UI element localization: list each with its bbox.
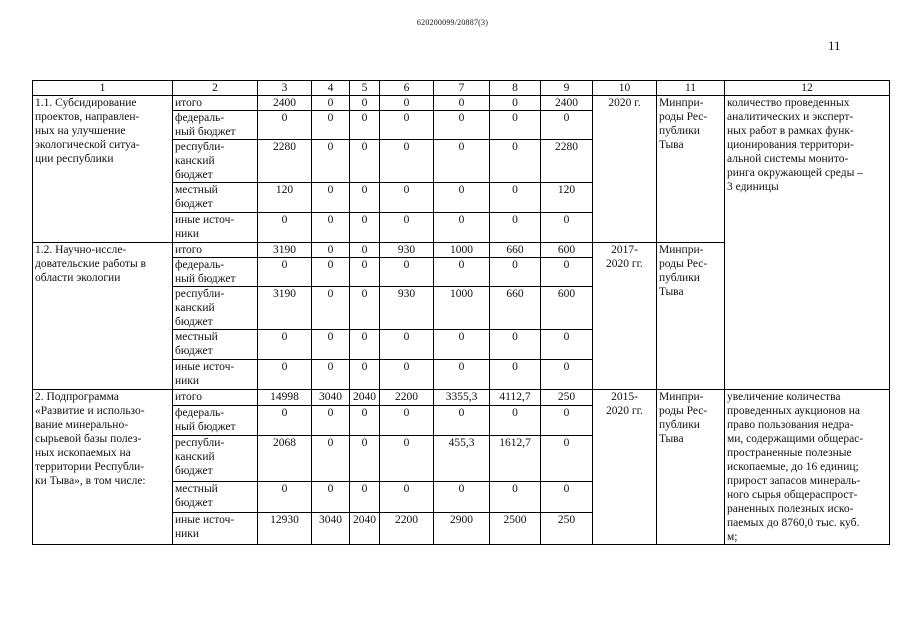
amount-cell: 120: [541, 183, 593, 213]
amount-cell: 0: [490, 140, 541, 183]
column-header: 3: [258, 81, 312, 96]
amount-cell: 0: [380, 360, 434, 390]
amount-cell: 3355,3: [434, 390, 490, 406]
amount-cell: 0: [541, 360, 593, 390]
amount-cell: 0: [434, 96, 490, 111]
amount-cell: 0: [350, 183, 380, 213]
amount-cell: 0: [541, 330, 593, 360]
amount-cell: 660: [490, 243, 541, 258]
amount-cell: 0: [380, 140, 434, 183]
amount-cell: 0: [490, 405, 541, 436]
amount-cell: 455,3: [434, 436, 490, 481]
amount-cell: 0: [380, 213, 434, 243]
funding-source-cell: иные источ- ники: [173, 213, 258, 243]
amount-cell: 0: [434, 360, 490, 390]
amount-cell: 0: [350, 436, 380, 481]
amount-cell: 0: [258, 213, 312, 243]
amount-cell: 0: [258, 111, 312, 140]
funding-source-cell: иные источ- ники: [173, 360, 258, 390]
amount-cell: 0: [541, 213, 593, 243]
amount-cell: 0: [490, 96, 541, 111]
amount-cell: 0: [541, 258, 593, 287]
column-header: 9: [541, 81, 593, 96]
amount-cell: 0: [490, 213, 541, 243]
amount-cell: 0: [490, 330, 541, 360]
funding-source-cell: иные источ- ники: [173, 513, 258, 545]
column-header: 6: [380, 81, 434, 96]
column-header: 1: [33, 81, 173, 96]
amount-cell: 250: [541, 390, 593, 406]
funding-source-cell: местный бюджет: [173, 330, 258, 360]
amount-cell: 0: [541, 405, 593, 436]
amount-cell: 0: [380, 405, 434, 436]
amount-cell: 0: [490, 360, 541, 390]
funding-source-cell: федераль- ный бюджет: [173, 405, 258, 436]
amount-cell: 0: [258, 405, 312, 436]
column-header: 2: [173, 81, 258, 96]
amount-cell: 0: [541, 111, 593, 140]
amount-cell: 0: [312, 111, 350, 140]
amount-cell: 0: [434, 405, 490, 436]
amount-cell: 2280: [258, 140, 312, 183]
activity-name-cell: 1.1. Субсидирование проектов, направлен- ных на улучшение экологической ситуа- ции республики: [33, 96, 173, 243]
amount-cell: 0: [258, 330, 312, 360]
amount-cell: 2040: [350, 513, 380, 545]
amount-cell: 2200: [380, 390, 434, 406]
amount-cell: 0: [380, 436, 434, 481]
amount-cell: 14998: [258, 390, 312, 406]
amount-cell: 0: [380, 330, 434, 360]
amount-cell: 0: [434, 183, 490, 213]
amount-cell: 0: [350, 405, 380, 436]
amount-cell: 0: [350, 213, 380, 243]
amount-cell: 0: [350, 243, 380, 258]
amount-cell: 1612,7: [490, 436, 541, 481]
amount-cell: 2280: [541, 140, 593, 183]
funding-source-cell: республи- канский бюджет: [173, 287, 258, 330]
column-header: 11: [657, 81, 725, 96]
amount-cell: 0: [350, 111, 380, 140]
amount-cell: 0: [434, 330, 490, 360]
funding-source-cell: республи- канский бюджет: [173, 140, 258, 183]
amount-cell: 0: [312, 258, 350, 287]
amount-cell: 0: [312, 183, 350, 213]
amount-cell: 4112,7: [490, 390, 541, 406]
amount-cell: 3190: [258, 287, 312, 330]
amount-cell: 3040: [312, 513, 350, 545]
period-cell: 2020 г.: [593, 96, 657, 243]
column-header: 7: [434, 81, 490, 96]
amount-cell: 120: [258, 183, 312, 213]
funding-source-cell: местный бюджет: [173, 481, 258, 513]
amount-cell: 1000: [434, 287, 490, 330]
amount-cell: 0: [258, 258, 312, 287]
result-cell: увеличение количества проведенных аукционов на право пользования недра- ми, содержащими общерас- пространенные полезные ископаемые, до 16 единиц; прирост запасов минераль- ного сырья общераспрост- раненных полезных иско- паемых до 8760,0 тыс. куб. м;: [725, 390, 890, 545]
amount-cell: 0: [434, 481, 490, 513]
amount-cell: 3190: [258, 243, 312, 258]
funding-source-cell: федераль- ный бюджет: [173, 111, 258, 140]
amount-cell: 0: [350, 330, 380, 360]
funding-source-cell: итого: [173, 390, 258, 406]
amount-cell: 0: [490, 183, 541, 213]
amount-cell: 2200: [380, 513, 434, 545]
funding-source-cell: федераль- ный бюджет: [173, 258, 258, 287]
funding-source-cell: местный бюджет: [173, 183, 258, 213]
amount-cell: 600: [541, 287, 593, 330]
amount-cell: 0: [490, 111, 541, 140]
amount-cell: 250: [541, 513, 593, 545]
amount-cell: 0: [312, 213, 350, 243]
amount-cell: 0: [380, 111, 434, 140]
amount-cell: 2400: [541, 96, 593, 111]
table-body: [33, 81, 890, 545]
funding-source-cell: итого: [173, 243, 258, 258]
amount-cell: 0: [312, 360, 350, 390]
amount-cell: 0: [434, 140, 490, 183]
executor-cell: Минпри- роды Рес- публики Тыва: [657, 390, 725, 545]
amount-cell: 0: [490, 258, 541, 287]
amount-cell: 0: [541, 481, 593, 513]
amount-cell: 12930: [258, 513, 312, 545]
column-header: 8: [490, 81, 541, 96]
column-header: 5: [350, 81, 380, 96]
executor-cell: Минпри- роды Рес- публики Тыва: [657, 243, 725, 390]
column-header: 10: [593, 81, 657, 96]
activity-name-cell: 1.2. Научно-иссле- довательские работы в области экологии: [33, 243, 173, 390]
amount-cell: 0: [490, 481, 541, 513]
amount-cell: 0: [350, 287, 380, 330]
amount-cell: 2500: [490, 513, 541, 545]
amount-cell: 0: [434, 111, 490, 140]
amount-cell: 0: [434, 213, 490, 243]
amount-cell: 2900: [434, 513, 490, 545]
document-id: 620200099/20887(3): [416, 18, 489, 27]
amount-cell: 2068: [258, 436, 312, 481]
amount-cell: 0: [380, 258, 434, 287]
header-row: [33, 81, 890, 96]
amount-cell: 660: [490, 287, 541, 330]
amount-cell: 0: [312, 287, 350, 330]
amount-cell: 0: [312, 481, 350, 513]
amount-cell: 0: [434, 258, 490, 287]
period-cell: 2017- 2020 гг.: [593, 243, 657, 390]
amount-cell: 0: [350, 140, 380, 183]
amount-cell: 930: [380, 243, 434, 258]
amount-cell: 930: [380, 287, 434, 330]
amount-cell: 2400: [258, 96, 312, 111]
page-number: 11: [828, 38, 841, 53]
amount-cell: 0: [312, 405, 350, 436]
table-row: [33, 96, 890, 111]
amount-cell: 3040: [312, 390, 350, 406]
amount-cell: 0: [380, 183, 434, 213]
column-header: 12: [725, 81, 890, 96]
amount-cell: 2040: [350, 390, 380, 406]
amount-cell: 0: [350, 96, 380, 111]
amount-cell: 0: [312, 436, 350, 481]
amount-cell: 0: [350, 258, 380, 287]
funding-source-cell: республи- канский бюджет: [173, 436, 258, 481]
activity-name-cell: 2. Подпрограмма «Развитие и использо- вание минерально- сырьевой базы полез- ных ископаемых на территории Республи- ки Тыва», в том числе:: [33, 390, 173, 545]
amount-cell: 0: [541, 436, 593, 481]
amount-cell: 0: [312, 243, 350, 258]
amount-cell: 0: [380, 481, 434, 513]
result-cell: количество проведенных аналитических и эксперт- ных работ в рамках функ- ционирования территори- альной системы монито- ринга окружающей среды – 3 единицы: [725, 96, 890, 390]
funding-source-cell: итого: [173, 96, 258, 111]
amount-cell: 0: [312, 96, 350, 111]
table-row: [33, 390, 890, 406]
amount-cell: 0: [350, 481, 380, 513]
budget-table: [32, 80, 890, 545]
period-cell: 2015- 2020 гг.: [593, 390, 657, 545]
amount-cell: 0: [380, 96, 434, 111]
amount-cell: 0: [350, 360, 380, 390]
amount-cell: 0: [258, 360, 312, 390]
amount-cell: 0: [258, 481, 312, 513]
executor-cell: Минпри- роды Рес- публики Тыва: [657, 96, 725, 243]
amount-cell: 600: [541, 243, 593, 258]
amount-cell: 0: [312, 140, 350, 183]
amount-cell: 0: [312, 330, 350, 360]
amount-cell: 1000: [434, 243, 490, 258]
column-header: 4: [312, 81, 350, 96]
